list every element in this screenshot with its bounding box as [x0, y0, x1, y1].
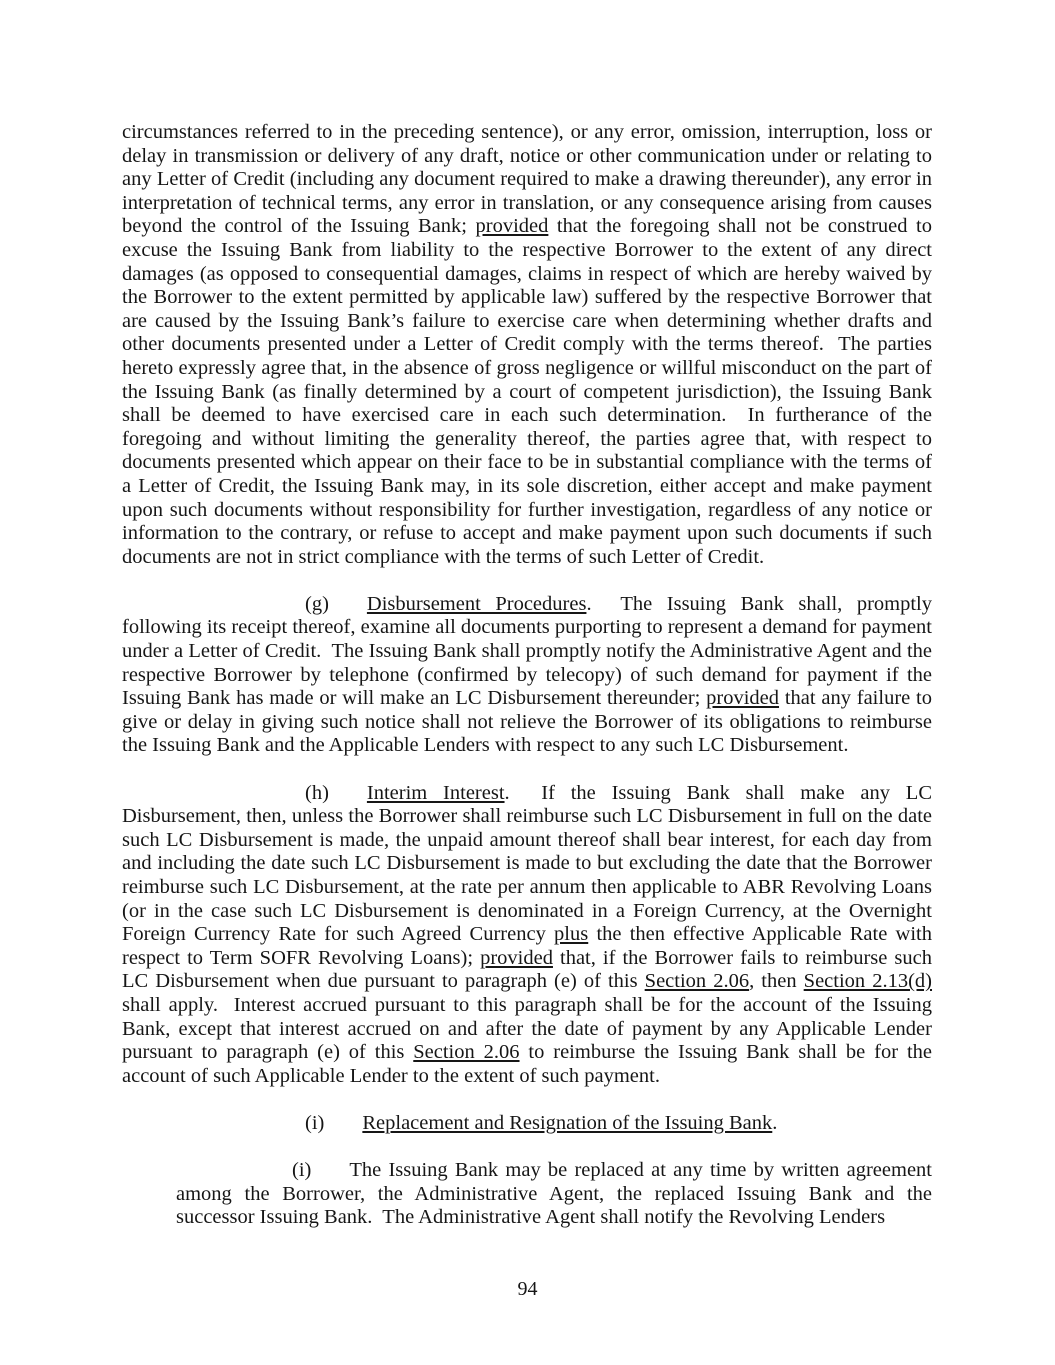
- text-run: (i): [305, 1111, 325, 1134]
- text-run: .: [772, 1111, 778, 1134]
- text-run: shall apply. Interest accrued pursuant to this paragraph shall be for the account of the Issuing Bank, except that interest accrued on and after the date of payment by any Applicable Lender pursuant to paragraph (e) of this: [122, 970, 938, 1064]
- paragraph-i-1: [176, 1159, 938, 1230]
- underlined-text: Disbursement Procedures: [366, 592, 587, 615]
- text-run: . If the Issuing Bank shall make any LC Disbursement, then, unless the Borrower shall reimburse such LC Disbursement in full on the date such LC Disbursement is made, the unpaid amount thereof shall bear interest, for each day from and including the date such LC Disbursement is made to but excluding the date that the Borrower reimburse such LC Disbursement, at the rate per annum then applicable to ABR Revolving Loans (or in the case such LC Disbursement is denominated in a Foreign Currency, at the Overnight Foreign Currency Rate for such Agreed Currency: [122, 781, 938, 946]
- underlined-text: provided: [480, 946, 553, 969]
- text-run: the then effective Applicable Rate with respect to Term SOFR Revolving Loans);: [122, 923, 938, 969]
- underlined-text: Replacement and Resignation of the Issuing Bank: [362, 1111, 773, 1134]
- paragraph-continuation: [122, 121, 938, 569]
- text-run: The Issuing Bank may be replaced at any time by written agreement among the Borrower, the Administrative Agent, the replaced Issuing Bank and the successor Issuing Bank. The Administrative Agent shall notify the Revolving Lenders: [176, 1159, 938, 1229]
- underlined-text: Section 2.06: [644, 970, 750, 993]
- text-run: that the foregoing shall not be construed to excuse the Issuing Bank from liability to the respective Borrower to the extent of any direct damages (as opposed to consequential damages, claims in respect of which are hereby waived by the Borrower to the extent permitted by applicable law) suffered by the respective Borrower that are caused by the Issuing Bank’s failure to exercise care when determining whether drafts and other documents presented under a Letter of Credit comply with the terms thereof. The parties hereto expressly agree that, in the absence of gross negligence or willful misconduct on the part of the Issuing Bank (as finally determined by a court of competent jurisdiction), the Issuing Bank shall be deemed to have exercised care in each such determination. In furtherance of the foregoing and without limiting the generality thereof, the parties agree that, with respect to documents presented which appear on their face to be in substantial compliance with the terms of a Letter of Credit, the Issuing Bank may, in its sole discretion, either accept and make payment upon such documents without responsibility for further investigation, regardless of any notice or information to the contrary, or refuse to accept and make payment upon such documents if such documents are not in strict compliance with the terms of such Letter of Credit.: [122, 215, 938, 568]
- underlined-text: Section 2.13(d): [803, 970, 933, 993]
- page-number: 94: [517, 1278, 538, 1300]
- underlined-text: Interim Interest: [366, 781, 505, 804]
- body-text: [122, 121, 938, 1254]
- underlined-text: plus: [554, 923, 589, 946]
- text-run: that, if the Borrower fails to reimburse such LC Disbursement when due pursuant to paragraph (e) of this: [122, 946, 938, 993]
- heading-i: [122, 1112, 932, 1136]
- text-run: to reimburse the Issuing Bank shall be for the account of such Applicable Lender to the extent of such payment.: [122, 1041, 938, 1087]
- paragraph-h: [122, 781, 938, 1089]
- text-run: , then: [749, 970, 804, 993]
- text-run: that any failure to give or delay in giving such notice shall not relieve the Borrower of its obligations to reimburse the Issuing Bank and the Applicable Lenders with respect to any such LC Disbursement.: [122, 687, 938, 757]
- paragraph-g: [122, 592, 938, 758]
- underlined-text: provided: [475, 215, 549, 238]
- text-run: (h): [305, 781, 329, 804]
- text-run: (i): [292, 1159, 312, 1182]
- text-run: (g): [305, 592, 329, 615]
- text-run: circumstances referred to in the preceding sentence), or any error, omission, interruption, loss or delay in transmission or delivery of any draft, notice or other communication under or relating to any Letter of Credit (including any document required to make a drawing thereunder), any error in interpretation of technical terms, any error in translation, or any consequence arising from causes beyond the control of the Issuing Bank;: [122, 121, 938, 238]
- text-run: . The Issuing Bank shall, promptly following its receipt thereof, examine all documents purporting to represent a demand for payment under a Letter of Credit. The Issuing Bank shall promptly notify the Administrative Agent and the respective Borrower by telephone (confirmed by telecopy) of such demand for payment if the Issuing Bank has made or will make an LC Disbursement thereunder;: [122, 592, 938, 710]
- underlined-text: Section 2.06: [413, 1041, 520, 1064]
- underlined-text: provided: [706, 687, 780, 710]
